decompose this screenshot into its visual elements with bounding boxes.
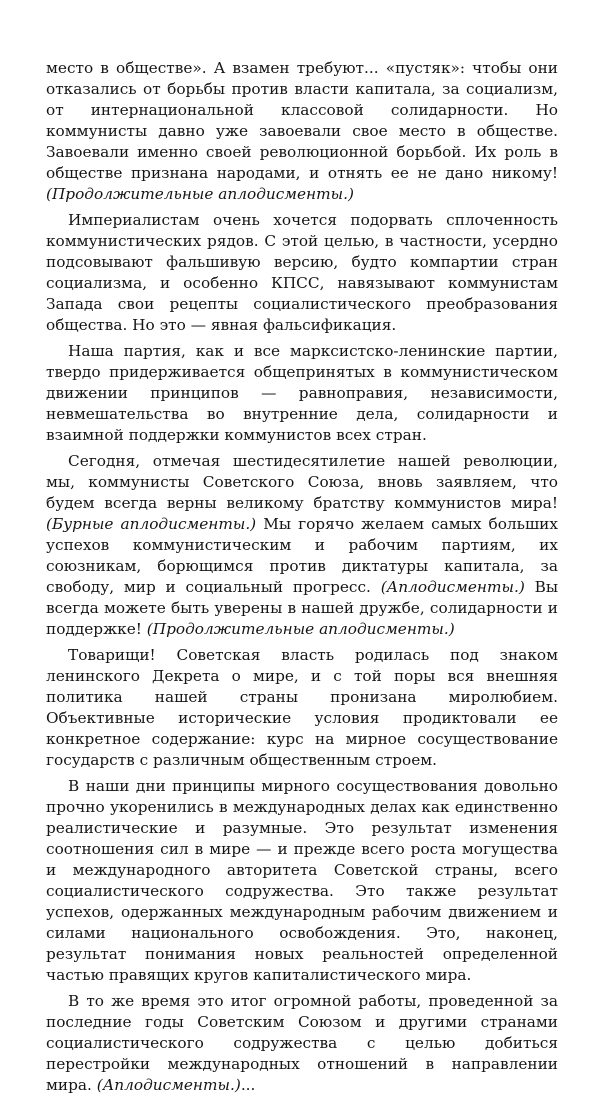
text-segment: место в обществе». А взамен требуют... «пустяк»: чтобы они отказались от борьбы против власти капитала, за социализм, от интернациональной классовой солидарности. Но коммунисты давно уже завоевали свое место в обществе. Завоевали именно своей революционной борьбой. Их роль в обществе признана народами, и отнять ее не дано никому!	[46, 59, 558, 182]
paragraph-2	[46, 210, 558, 336]
text-segment: Наша партия, как и все марксистско-ленинские партии, твердо придерживается общепринятых в коммунистическом движении принципов — равноправия, независимости, невмешательства во внутренние дела, солидарности и взаимной поддержки коммунистов всех стран.	[46, 342, 558, 444]
paragraph-1	[46, 58, 558, 205]
stage-direction: (Аплодисменты.)	[380, 578, 525, 596]
text-segment: Товарищи! Советская власть родилась под знаком ленинского Декрета о мире, и с той поры вся внешняя политика нашей страны пронизана миролюбием. Объективные исторические условия продиктовали ее конкретное содержание: курс на мирное сосуществование государств с различным общественным строем.	[46, 646, 558, 769]
stage-direction: (Бурные аплодисменты.)	[46, 515, 257, 533]
text-segment: Вы всегда можете быть уверены в нашей дружбе, солидарности и поддержке!	[46, 578, 559, 638]
text-segment: ...	[240, 1076, 256, 1094]
text-segment: Сегодня, отмечая шестидесятилетие нашей революции, мы, коммунисты Советского Союза, вновь заявляем, что будем всегда верны великому братству коммунистов мира!	[46, 452, 558, 512]
text-segment: Империалистам очень хочется подорвать сплоченность коммунистических рядов. С этой целью, в частности, усердно подсовывают фальшивую версию, будто компартии стран социализма, и особенно КПСС, навязывают коммунистам Запада свои рецепты социалистического преобразования общества. Но это — явная фальсификация.	[46, 211, 558, 334]
stage-direction: (Продолжительные аплодисменты.)	[146, 620, 455, 638]
paragraph-4	[46, 451, 558, 640]
paragraph-7	[46, 991, 558, 1096]
paragraph-5	[46, 645, 558, 771]
stage-direction: (Продолжительные аплодисменты.)	[46, 185, 354, 203]
stage-direction: (Аплодисменты.)	[96, 1076, 241, 1094]
text-segment: Мы горячо желаем самых больших успехов коммунистическим и рабочим партиям, их союзникам, борющимся против диктатуры капитала, за свободу, мир и социальный прогресс.	[46, 515, 559, 596]
paragraph-6	[46, 776, 558, 986]
text-segment: В наши дни принципы мирного сосуществования довольно прочно укоренились в международных делах как единственно реалистические и разумные. Это результат изменения соотношения сил в мире — и прежде всего роста могущества и международного авторитета Советской страны, всего социалистического содружества. Это также результат успехов, одержанных международным рабочим движением и силами национального освобождения. Это, наконец, результат понимания новых реальностей определенной частью правящих кругов капиталистического мира.	[46, 777, 558, 984]
text-segment: В то же время это итог огромной работы, проведенной за последние годы Советским Союзом и другими странами социалистического содружества с целью добиться перестройки международных отношений в направлении мира.	[46, 992, 558, 1094]
paragraph-3	[46, 341, 558, 446]
